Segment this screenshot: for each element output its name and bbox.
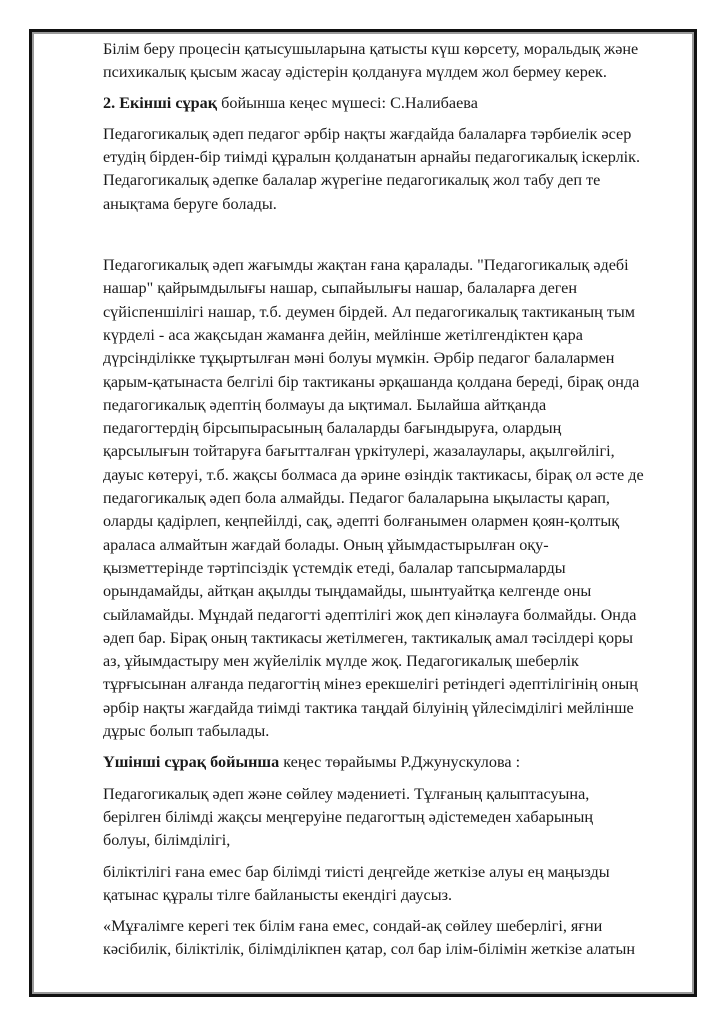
text-line: сүйіспеншілігі нашар, т.б. деумен бірдей. Ал педагогикалық тактиканың тым [103,302,636,321]
text-line: педагогтердің бірсыпырасының балаларды бағындыруға, олардың [103,419,562,438]
text-line: тұрғысынан алғанда педагогтің мінез ерекшелігі ретіндегі әдептілігінің оның [103,675,638,694]
text-line: берілген білімді жақсы меңгеруіне педагогтың әдістемеден хабарының [103,807,593,826]
text-line: Білім беру процесін қатысушыларына қатысты күш көрсету, моральдық және [103,40,639,58]
paragraph-tactics [103,254,683,743]
heading-rest: кеңес төрайымы Р.Джунускулова : [279,753,521,772]
text-line: «Мұғалімге керегі тек білім ғана емес, сондай-ақ сөйлеу шеберлігі, яғни [103,917,603,936]
text-line: орындамайды, айтқан ақылды тыңдамайды, шынтуайтқа келгенде оны [103,582,592,601]
text-line: педагогикалық әдептің болмауы да ықтимал. Былайша айтқанда [103,395,547,414]
heading-second-question [103,92,683,115]
text-line: дүрсінділікке тұқыртылған мәні болуы мүмкін. Әрбір педагог балалармен [103,349,615,368]
text-line: қарсылығын тойтаруға бағытталған үркітулері, жазалаулары, ақылгөйлігі, [103,442,615,461]
heading-bold-part: Үшінші сұрақ бойынша [103,753,280,772]
text-line: педагогикалық әдеп бола алмайды. Педагог балаларына ықыласты қарап, [103,489,610,508]
empty-paragraph [103,216,683,254]
text-line: күрделі - аса жақсыдан жаманға дейін, мейлінше жетілгендіктен қара [103,325,583,344]
text-line: етудің бірден-бір тиімді құралын қолданатын арнайы педагогикалық іскерлік. [103,148,641,167]
text-line: аз, ұйымдастыру мен жүйелілік мүлде жоқ. Педагогикалық шеберлік [103,652,579,671]
heading-third-question [103,751,683,774]
paragraph-definition [103,123,683,216]
text-line: нашар" қайрымдылығы нашар, сыпайылығы нашар, балаларға деген [103,279,578,298]
text-line: Педагогикалық әдеп жағымды жақтан ғана қаралады. "Педагогикалық әдебі [103,256,629,275]
text-line: анықтама беруге болады. [103,194,277,213]
text-line: кәсібилік, біліктілік, білімділікпен қатар, сол бар ілім-білімін жеткізе алатын [103,940,636,959]
text-line: психикалық қысым жасау әдістерін қолдануға мүлдем жол бермеу керек. [103,63,607,82]
text-line: әрбір нақты жағдайда тиімді тактика таңдай білуінің үйлесімділігі мейлінше [103,698,634,717]
text-line: Педагогикалық әдепке балалар жүрегіне педагогикалық жол табу деп те [103,171,601,190]
text-line: әдеп бар. Бірақ оның тактикасы жетілмеген, тактикалық амал тәсілдері қоры [103,628,634,647]
paragraph-quote [103,915,683,962]
paragraph-intro [103,38,683,85]
text-line: сыйламайды. Мұндай педагогті әдептілігі жоқ деп кінәлауға болмайды. Онда [103,605,637,624]
text-line: Педагогикалық әдеп педагог әрбір нақты жағдайда балаларға тәрбиелік әсер [103,124,632,143]
text-line: біліктілігі ғана емес бар білімді тиісті деңгейде жеткізе алуы ең маңызды [103,862,610,881]
heading-bold-part: 2. Екінші сұрақ [103,93,218,112]
text-line: қарым-қатынаста белгілі бір тактиканы әрқашанда қолдана береді, бірақ онда [103,372,640,391]
text-line: дауыс көтеруі, т.б. жақсы болмаса да әрине өзіндік тактикасы, бірақ ол әсте де [103,465,644,484]
text-line: оларды қадірлеп, кеңпейілді, сақ, әдепті болғанымен олармен қоян-қолтық [103,512,620,531]
paragraph-qualification [103,861,683,908]
text-line: қатынас құралы тілге байланысты екендігі даусыз. [103,885,453,904]
text-line: қызметтерінде тәртіпсіздік үстемдік етеді, балалар тапсырмаларды [103,558,566,577]
paragraph-speech-culture [103,783,683,853]
document-body [103,38,683,962]
text-line: дұрыс болып табылады. [103,722,270,741]
text-line: Педагогикалық әдеп және сөйлеу мәдениеті. Тұлғаның қалыптасуына, [103,784,590,803]
heading-rest: бойынша кеңес мүшесі: С.Налибаева [217,93,478,112]
text-line: болуы, білімділігі, [103,831,231,850]
text-line: араласа алмайтын жағдай болады. Оның ұйымдастырылған оқу- [103,535,549,554]
